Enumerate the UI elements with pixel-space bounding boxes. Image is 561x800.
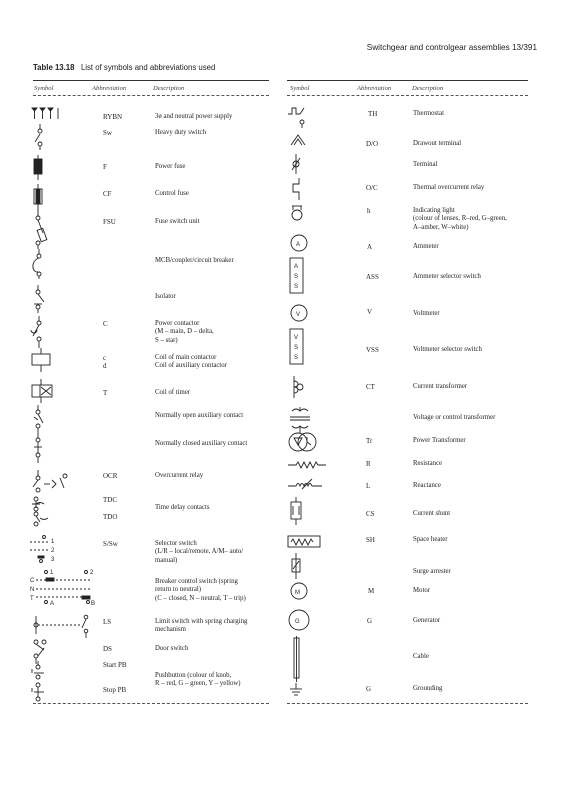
thermostat-symbol — [286, 104, 310, 128]
grounding-symbol — [288, 683, 304, 697]
left-row-desc: Door switch — [155, 645, 189, 652]
table-caption — [33, 63, 215, 72]
resistance-symbol — [288, 460, 330, 470]
left-row-desc: Time delay contacts — [155, 504, 210, 511]
right-row-desc: Current transformer — [413, 383, 468, 390]
limit-switch-symbol — [30, 614, 94, 638]
motor-symbol-label: M — [295, 590, 300, 596]
left-row-abbr: TDC TDO — [103, 496, 118, 521]
left-bottom-rule — [33, 703, 269, 704]
svg-text:3: 3 — [51, 557, 55, 563]
nc-aux-contact-symbol — [31, 433, 47, 463]
right-row-abbr: R — [366, 460, 371, 468]
left-row-desc: Overcurrent relay — [155, 472, 204, 479]
right-row-abbr: CS — [366, 510, 375, 518]
no-aux-contact-symbol — [31, 405, 47, 433]
svg-text:T: T — [30, 596, 34, 602]
voltmeter-symbol — [289, 303, 309, 323]
left-row-desc: Fuse switch unit — [155, 218, 200, 225]
right-row-desc: Drawout terminal — [413, 140, 462, 147]
ammeter-symbol — [289, 233, 309, 253]
drawout-terminal-symbol — [289, 131, 309, 147]
svg-text:S: S — [294, 345, 299, 351]
overcurrent-relay-symbol — [30, 470, 70, 494]
right-row-abbr: M — [368, 587, 375, 595]
right-row-abbr: h — [367, 207, 371, 215]
left-row-abbr: C — [103, 320, 108, 328]
right-row-abbr: G — [366, 685, 372, 693]
right-row-desc: Cable — [413, 653, 429, 660]
right-row-desc: Voltmeter — [413, 310, 440, 317]
left-row-abbr: T — [103, 389, 108, 397]
left-row-desc: 3ø and neutral power supply — [155, 113, 233, 120]
pushbutton-symbol — [30, 661, 50, 703]
power-contactor-symbol — [30, 316, 48, 348]
breaker-control-switch-symbol — [30, 569, 100, 605]
circuit-breaker-symbol — [30, 249, 50, 279]
left-row-abbr: OCR — [103, 472, 118, 480]
left-row-desc: MCB/coupler/circuit breaker — [155, 257, 234, 264]
space-heater-symbol — [287, 535, 323, 549]
right-row-desc: Surge arrester — [413, 568, 451, 575]
terminal-symbol — [289, 154, 305, 174]
reactance-symbol — [288, 477, 330, 491]
left-row-desc: Power fuse — [155, 163, 186, 170]
right-row-abbr: ASS — [366, 273, 379, 281]
right-row-desc: Terminal — [413, 161, 438, 168]
right-row-desc: Thermal overcurrent relay — [413, 184, 485, 191]
right-row-abbr: Tr — [366, 437, 373, 445]
ammeter-symbol-label: A — [296, 242, 301, 248]
right-row-abbr: VSS — [366, 346, 379, 354]
svg-text:S: S — [294, 284, 299, 290]
left-row-abbr: F — [103, 163, 107, 171]
control-fuse-symbol — [31, 184, 45, 214]
svg-text:2: 2 — [51, 548, 55, 554]
right-row-abbr: SH — [366, 536, 375, 544]
current-shunt-symbol — [289, 497, 303, 525]
left-row-desc: Pushbutton (colour of knob, R – red, G – green, Y – yellow) — [155, 672, 241, 688]
right-row-desc: Power Transformer — [413, 437, 466, 444]
left-row-desc: Heavy duty switch — [155, 129, 206, 136]
left-row-desc: Coil of timer — [155, 389, 191, 396]
right-bottom-rule — [287, 703, 528, 704]
left-row-desc: Normally open auxiliary contact — [155, 412, 244, 419]
svg-text:C: C — [30, 578, 35, 584]
svg-text:B: B — [91, 601, 96, 607]
svg-text:S: S — [294, 274, 299, 280]
power-transformer-symbol — [287, 431, 319, 453]
left-header-abbreviation: Abbreviation — [92, 85, 127, 92]
voltmeter-selector-switch-symbol — [289, 328, 305, 366]
right-row-abbr: TH — [368, 110, 378, 118]
isolator-symbol — [31, 285, 47, 313]
heavy-duty-switch-symbol — [33, 124, 47, 150]
right-row-desc: Ammeter selector switch — [413, 273, 481, 280]
left-row-abbr: S/Sw — [103, 540, 118, 548]
left-top-rule — [33, 80, 269, 81]
running-head: Switchgear and controlgear assemblies 13/391 — [366, 43, 537, 52]
left-row-abbr: c d — [103, 354, 107, 371]
left-row-abbr: FSU — [103, 218, 116, 226]
right-row-desc: Indicating light (colour of lenses, R–red, G–green, A–amber, W–white) — [413, 207, 507, 231]
right-row-desc: Voltmeter selector switch — [413, 346, 482, 353]
left-row-desc: Selector switch (L/R – local/remote, A/M– auto/ manual) — [155, 540, 244, 564]
left-row-desc: Breaker control switch (spring return to neutral) (C – closed, N – neutral, T – trip) — [155, 578, 246, 602]
right-row-desc: Space heater — [413, 536, 448, 543]
right-header-abbreviation: Abbreviation — [357, 85, 392, 92]
left-row-abbr: RYBN — [103, 113, 123, 121]
table-number: Table 13.18 — [33, 63, 75, 72]
right-row-desc: Voltage or control transformer — [413, 414, 496, 421]
left-row-abbr: CF — [103, 190, 112, 198]
left-row-desc: Control fuse — [155, 190, 189, 197]
right-row-desc: Ammeter — [413, 243, 439, 250]
three-phase-neutral-supply-symbol — [30, 106, 66, 120]
right-row-desc: Current shunt — [413, 510, 451, 517]
svg-text:1: 1 — [50, 570, 54, 576]
right-row-desc: Motor — [413, 587, 430, 594]
contactor-coil-symbol — [31, 348, 53, 372]
right-row-abbr: V — [367, 308, 373, 316]
fuse-switch-unit-symbol — [31, 211, 49, 249]
right-header-symbol: Symbol — [290, 85, 310, 92]
table-title: List of symbols and abbreviations used — [80, 63, 216, 72]
svg-text:V: V — [294, 335, 299, 341]
svg-text:2: 2 — [90, 570, 94, 576]
left-row-desc: Normally closed auxiliary contact — [155, 440, 248, 447]
svg-text:S: S — [294, 355, 299, 361]
current-transformer-symbol — [288, 376, 310, 398]
svg-text:A: A — [294, 264, 299, 270]
right-row-desc: Generator — [413, 617, 441, 624]
right-row-abbr: D/O — [366, 140, 379, 148]
right-row-desc: Resistance — [413, 460, 443, 467]
right-row-abbr: A — [367, 243, 373, 251]
surge-arrester-symbol — [289, 553, 305, 579]
right-row-desc: Thermostat — [413, 110, 444, 117]
left-row-desc: Isolator — [155, 293, 176, 300]
timer-coil-symbol — [31, 379, 55, 403]
right-header-description: Description — [412, 85, 444, 92]
right-row-abbr: G — [367, 617, 373, 625]
time-delay-contacts-symbol — [30, 496, 64, 526]
left-row-desc: Coil of main contactor Coil of auxiliary contactor — [155, 354, 227, 370]
svg-text:N: N — [30, 587, 35, 593]
voltmeter-symbol-label: V — [296, 312, 301, 318]
right-top-rule — [287, 80, 528, 81]
left-header-description: Description — [153, 85, 185, 92]
svg-text:A: A — [50, 601, 55, 607]
right-row-abbr: CT — [366, 383, 375, 391]
left-row-abbr: DS — [103, 645, 112, 653]
selector-position-labels: 1 — [51, 539, 55, 545]
indicating-light-symbol — [288, 204, 308, 222]
right-row-abbr: L — [366, 482, 371, 490]
left-header-symbol: Symbol — [34, 85, 54, 92]
ammeter-selector-switch-symbol — [289, 257, 305, 295]
right-row-desc: Grounding — [413, 685, 443, 692]
left-row-desc: Power contactor (M – main, D – delta, S – star) — [155, 320, 214, 344]
selector-switch-symbol — [30, 533, 64, 567]
left-row-abbr: Sw — [103, 129, 112, 137]
left-row-desc: Limit switch with spring charging mechanism — [155, 618, 248, 634]
thermal-overcurrent-relay-symbol — [289, 178, 305, 200]
power-fuse-symbol — [31, 155, 45, 181]
right-row-abbr: O/C — [366, 184, 378, 192]
generator-symbol — [287, 608, 311, 632]
voltage-transformer-symbol — [288, 407, 312, 433]
generator-symbol-label: G — [295, 619, 300, 625]
left-row-abbr: Start PB Stop PB — [103, 661, 127, 695]
right-header-rule — [287, 95, 528, 96]
motor-symbol — [289, 581, 309, 601]
right-row-desc: Reactance — [413, 482, 441, 489]
cable-symbol — [292, 636, 302, 682]
left-row-abbr: LS — [103, 618, 112, 626]
left-header-rule — [33, 95, 269, 96]
